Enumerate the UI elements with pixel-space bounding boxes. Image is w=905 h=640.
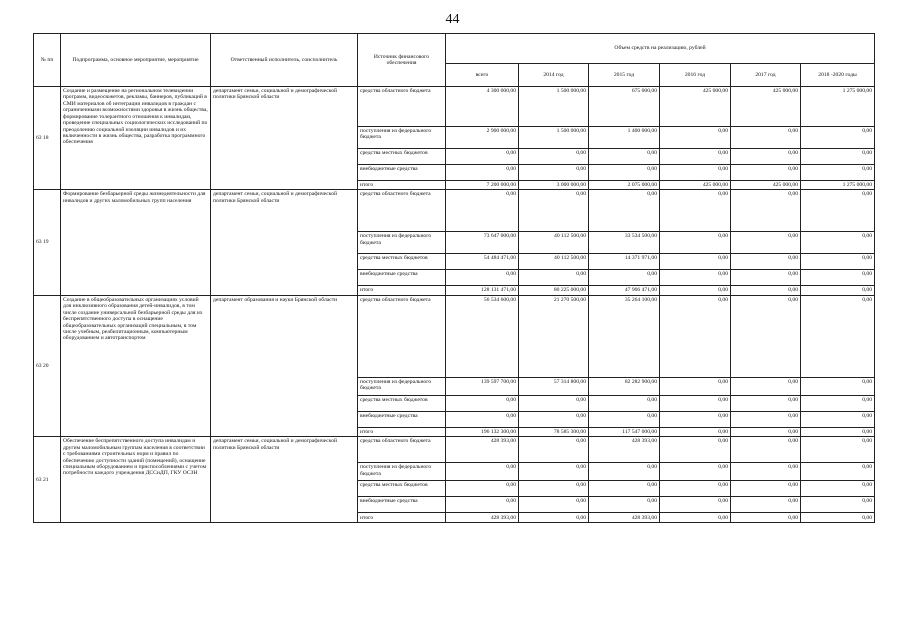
amount-cell: 0,00	[731, 270, 801, 286]
funding-source: итого	[358, 513, 446, 523]
amount-cell: 1 500 000,00	[519, 127, 589, 149]
amount-cell: 1 275 000,00	[801, 87, 875, 127]
amount-cell: 0,00	[589, 270, 660, 286]
funding-source: внебюджетные средства	[358, 497, 446, 513]
header-no: № пп	[34, 34, 61, 87]
amount-cell: 21 270 500,00	[519, 295, 589, 377]
funding-source: средства местных бюджетов	[358, 481, 446, 497]
amount-cell: 0,00	[801, 497, 875, 513]
amount-cell: 0,00	[446, 149, 519, 165]
amount-cell: 0,00	[731, 437, 801, 463]
amount-cell: 428 393,00	[589, 513, 660, 523]
amount-cell: 0,00	[589, 190, 660, 232]
amount-cell: 0,00	[519, 513, 589, 523]
funding-source: итого	[358, 286, 446, 295]
header-year: 2015 год	[589, 64, 660, 87]
amount-cell: 0,00	[801, 437, 875, 463]
amount-cell: 0,00	[801, 286, 875, 295]
funding-source: внебюджетные средства	[358, 165, 446, 181]
header-program: Подпрограмма, основное мероприятие, мероприятие	[61, 34, 211, 87]
item-title: Создание и размещение на региональном телевидении программ, видеосюжетов, рекламы, баннеров, публикаций в СМИ материалов об интеграции инвалидов в граждан с ограниченными возможностями здоровья в жизнь общества, формирование толерантного отношения к инвалидам, проведение специальных социологических исследований по преодолению социальной изоляции инвалидов и их включенности в жизнь общества, разработка программного обеспечения	[61, 87, 211, 190]
funding-source: поступления из федерального бюджета	[358, 377, 446, 395]
item-title: Формирование безбарьерной среды жизнедеятельности для инвалидов и других маломобильных групп населения	[61, 190, 211, 295]
amount-cell: 1 400 000,00	[589, 127, 660, 149]
amount-cell: 0,00	[660, 127, 731, 149]
amount-cell: 196 132 300,00	[446, 427, 519, 436]
item-code: 63 20	[34, 295, 61, 436]
amount-cell: 0,00	[801, 232, 875, 254]
amount-cell: 425 000,00	[731, 181, 801, 190]
amount-cell: 139 597 700,00	[446, 377, 519, 395]
amount-cell: 2 900 000,00	[446, 127, 519, 149]
funding-source: внебюджетные средства	[358, 270, 446, 286]
amount-cell: 0,00	[801, 427, 875, 436]
amount-cell: 0,00	[660, 427, 731, 436]
amount-cell: 0,00	[801, 254, 875, 270]
amount-cell: 428 393,00	[589, 437, 660, 463]
amount-cell: 0,00	[731, 427, 801, 436]
amount-cell: 0,00	[801, 295, 875, 377]
amount-cell: 0,00	[731, 190, 801, 232]
amount-cell: 0,00	[660, 149, 731, 165]
amount-cell: 0,00	[660, 165, 731, 181]
amount-cell: 0,00	[589, 497, 660, 513]
amount-cell: 0,00	[446, 481, 519, 497]
header-year: 2016 год	[660, 64, 731, 87]
amount-cell: 0,00	[731, 149, 801, 165]
amount-cell: 0,00	[446, 411, 519, 427]
funding-source: средства местных бюджетов	[358, 149, 446, 165]
amount-cell: 0,00	[731, 463, 801, 481]
funding-source: поступления из федерального бюджета	[358, 463, 446, 481]
amount-cell: 0,00	[660, 437, 731, 463]
amount-cell: 0,00	[446, 497, 519, 513]
amount-cell: 0,00	[446, 165, 519, 181]
amount-cell: 0,00	[660, 232, 731, 254]
item-executor: департамент семьи, социальной и демографической политики Брянской области	[211, 437, 358, 523]
amount-cell: 1 275 000,00	[801, 181, 875, 190]
amount-cell: 0,00	[519, 270, 589, 286]
amount-cell: 0,00	[801, 481, 875, 497]
amount-cell: 0,00	[801, 270, 875, 286]
amount-cell: 0,00	[801, 127, 875, 149]
header-executor: Ответственный исполнитель, соисполнитель	[211, 34, 358, 87]
funding-source: средства областного бюджета	[358, 87, 446, 127]
amount-cell: 0,00	[731, 127, 801, 149]
amount-cell: 0,00	[589, 149, 660, 165]
amount-cell: 0,00	[446, 463, 519, 481]
funding-source: итого	[358, 427, 446, 436]
amount-cell: 14 371 971,00	[589, 254, 660, 270]
amount-cell: 0,00	[519, 463, 589, 481]
funding-source: внебюджетные средства	[358, 411, 446, 427]
amount-cell: 0,00	[446, 190, 519, 232]
item-executor: департамент образования и науки Брянской области	[211, 295, 358, 436]
amount-cell: 675 000,00	[589, 87, 660, 127]
amount-cell: 0,00	[446, 395, 519, 411]
amount-cell: 78 585 300,00	[519, 427, 589, 436]
amount-cell: 0,00	[801, 411, 875, 427]
item-executor: департамент семьи, социальной и демографической политики Брянской области	[211, 87, 358, 190]
amount-cell: 0,00	[519, 497, 589, 513]
header-year: 2017 год	[731, 64, 801, 87]
page-number: 44	[445, 12, 460, 27]
amount-cell: 3 000 000,00	[519, 181, 589, 190]
item-executor: департамент семьи, социальной и демографической политики Брянской области	[211, 190, 358, 295]
item-code: 63 19	[34, 190, 61, 295]
funding-source: поступления из федерального бюджета	[358, 127, 446, 149]
funding-source: средства местных бюджетов	[358, 395, 446, 411]
amount-cell: 425 000,00	[660, 181, 731, 190]
item-title: Обеспечение беспрепятственного доступа инвалидам и другим маломобильным группам населения в соответствии с требованиями строительных норм и правил по обеспечению доступности зданий (помещений), оснащение специальным оборудованием и приспособлениями с учетом потребности каждого учреждения ДССиДП, ГКУ ОСЗН	[61, 437, 211, 523]
amount-cell: 425 000,00	[731, 87, 801, 127]
funding-source: поступления из федерального бюджета	[358, 232, 446, 254]
table-row	[34, 295, 875, 377]
amount-cell: 0,00	[519, 190, 589, 232]
table-row	[34, 190, 875, 232]
amount-cell: 0,00	[801, 149, 875, 165]
amount-cell: 0,00	[589, 165, 660, 181]
amount-cell: 0,00	[589, 463, 660, 481]
amount-cell: 1 500 000,00	[519, 87, 589, 127]
funding-source: итого	[358, 181, 446, 190]
amount-cell: 47 906 471,00	[589, 286, 660, 295]
amount-cell: 0,00	[660, 497, 731, 513]
funding-source: средства областного бюджета	[358, 295, 446, 377]
amount-cell: 0,00	[519, 395, 589, 411]
amount-cell: 0,00	[801, 190, 875, 232]
amount-cell: 0,00	[519, 165, 589, 181]
amount-cell: 0,00	[731, 254, 801, 270]
header-source: Источник финансового обеспечения	[358, 34, 446, 87]
item-code: 63 21	[34, 437, 61, 523]
amount-cell: 0,00	[801, 513, 875, 523]
item-title: Создание в общеобразовательных организациях условий для инклюзивного образования детей-инвалидов, в том числе создание универсальной безбарьерной среды для их беспрепятственного доступа в оснащение общеобразовательных организаций специальным, в том числе учебным, реабилитационным, компьютерным оборудованием и автотранспортом	[61, 295, 211, 436]
amount-cell: 33 534 500,00	[589, 232, 660, 254]
amount-cell: 0,00	[589, 411, 660, 427]
amount-cell: 0,00	[660, 270, 731, 286]
amount-cell: 35 264 100,00	[589, 295, 660, 377]
amount-cell: 428 393,00	[446, 437, 519, 463]
amount-cell: 0,00	[731, 165, 801, 181]
amount-cell: 7 200 000,00	[446, 181, 519, 190]
amount-cell: 0,00	[801, 463, 875, 481]
amount-cell: 0,00	[519, 481, 589, 497]
amount-cell: 40 112 500,00	[519, 232, 589, 254]
amount-cell: 0,00	[731, 481, 801, 497]
header-year: 2014 год	[519, 64, 589, 87]
amount-cell: 117 547 000,00	[589, 427, 660, 436]
header-year: 2018 -2020 годы	[801, 64, 875, 87]
funding-source: средства областного бюджета	[358, 437, 446, 463]
funding-source: средства местных бюджетов	[358, 254, 446, 270]
amount-cell: 0,00	[589, 481, 660, 497]
amount-cell: 0,00	[519, 437, 589, 463]
header-funds: Объем средств на реализацию, рублей	[446, 34, 875, 64]
amount-cell: 0,00	[731, 411, 801, 427]
funding-source: средства областного бюджета	[358, 190, 446, 232]
amount-cell: 57 314 800,00	[519, 377, 589, 395]
amount-cell: 0,00	[660, 377, 731, 395]
amount-cell: 0,00	[801, 395, 875, 411]
amount-cell: 128 131 471,00	[446, 286, 519, 295]
amount-cell: 425 000,00	[660, 87, 731, 127]
amount-cell: 0,00	[660, 513, 731, 523]
amount-cell: 2 075 000,00	[589, 181, 660, 190]
item-code: 63 18	[34, 87, 61, 190]
amount-cell: 0,00	[446, 270, 519, 286]
amount-cell: 0,00	[801, 377, 875, 395]
amount-cell: 0,00	[660, 395, 731, 411]
amount-cell: 0,00	[731, 497, 801, 513]
amount-cell: 0,00	[660, 463, 731, 481]
amount-cell: 40 112 500,00	[519, 254, 589, 270]
table-row	[34, 87, 875, 127]
amount-cell: 0,00	[660, 286, 731, 295]
table-body	[34, 87, 875, 523]
amount-cell: 56 534 600,00	[446, 295, 519, 377]
amount-cell: 82 282 900,00	[589, 377, 660, 395]
amount-cell: 0,00	[801, 165, 875, 181]
amount-cell: 4 300 000,00	[446, 87, 519, 127]
amount-cell: 0,00	[660, 295, 731, 377]
amount-cell: 73 647 000,00	[446, 232, 519, 254]
amount-cell: 0,00	[519, 411, 589, 427]
amount-cell: 0,00	[519, 149, 589, 165]
amount-cell: 0,00	[660, 411, 731, 427]
amount-cell: 0,00	[660, 190, 731, 232]
table-row	[34, 437, 875, 463]
amount-cell: 0,00	[660, 481, 731, 497]
amount-cell: 0,00	[731, 377, 801, 395]
amount-cell: 0,00	[731, 286, 801, 295]
amount-cell: 0,00	[660, 254, 731, 270]
amount-cell: 428 393,00	[446, 513, 519, 523]
amount-cell: 0,00	[731, 295, 801, 377]
amount-cell: 0,00	[731, 232, 801, 254]
amount-cell: 0,00	[589, 395, 660, 411]
budget-table	[33, 33, 875, 523]
amount-cell: 0,00	[731, 395, 801, 411]
header-year: всего	[446, 64, 519, 87]
amount-cell: 54 484 471,00	[446, 254, 519, 270]
amount-cell: 0,00	[731, 513, 801, 523]
amount-cell: 80 225 000,00	[519, 286, 589, 295]
